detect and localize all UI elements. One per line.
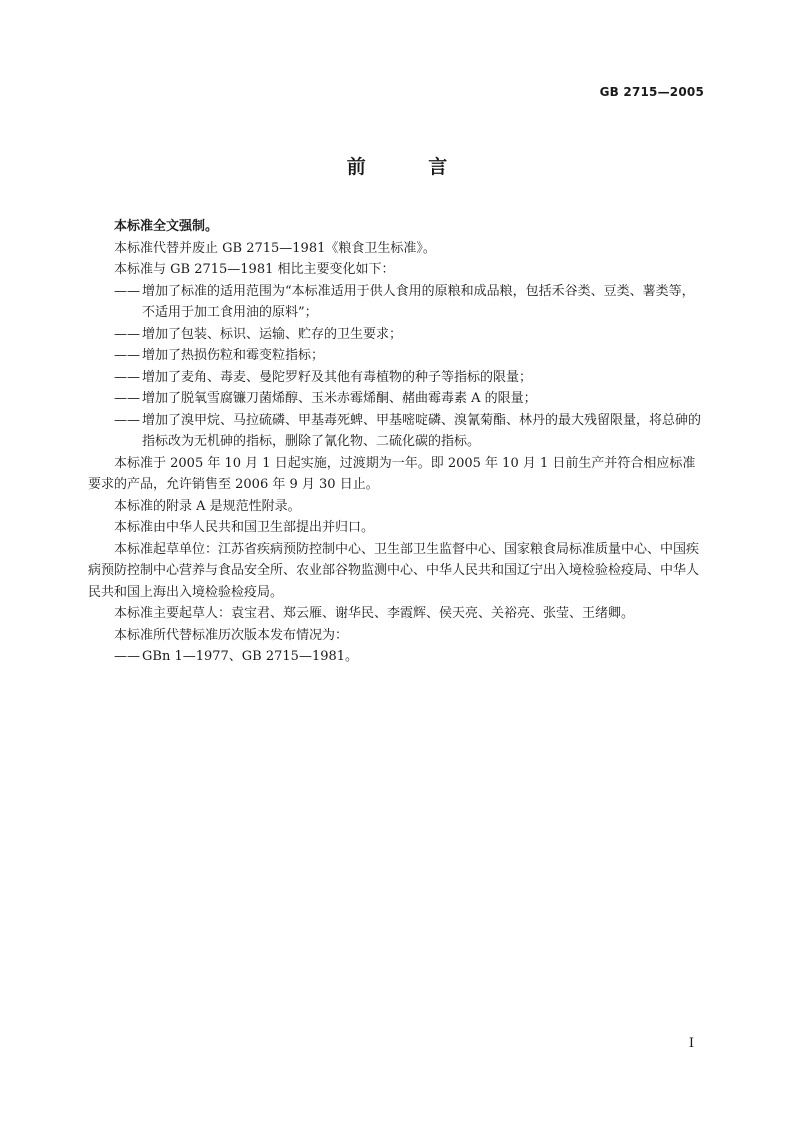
change-item <box>88 324 706 346</box>
dash-mark: —— <box>114 412 140 428</box>
history-item <box>88 646 706 668</box>
page-title: 前 言 <box>346 156 476 178</box>
change-item-text: 增加了麦角、毒麦、曼陀罗籽及其他有毒植物的种子等指标的限量； <box>142 369 533 385</box>
dash-mark: —— <box>114 391 140 406</box>
dash-mark: —— <box>114 348 140 363</box>
change-item <box>88 367 706 389</box>
dash-mark: —— <box>114 283 140 299</box>
change-item-text: 增加了热损伤粒和霉变粒指标； <box>142 348 325 363</box>
paragraph-replaces: 本标准代替并废止 GB 2715—1981《粮食卫生标准》。 <box>114 240 436 256</box>
change-item <box>88 345 706 367</box>
paragraph-appendix: 本标准的附录 A 是规范性附录。 <box>114 498 301 514</box>
change-item <box>88 281 706 324</box>
page-number: I <box>688 1036 694 1051</box>
paragraph-changes-intro: 本标准与 GB 2715—1981 相比主要变化如下： <box>114 262 395 277</box>
dash-mark: —— <box>114 326 140 342</box>
change-item <box>88 410 706 453</box>
dash-mark: —— <box>114 369 140 385</box>
change-item-text: 增加了包装、标识、运输、贮存的卫生要求； <box>142 326 403 342</box>
paragraph-drafting-units: 本标准起草单位：江苏省疾病预防控制中心、卫生部卫生监督中心、国家粮食局标准质量中心、中国疾病预防控制中心营养与食品安全所、农业部谷物监测中心、中华人民共和国辽宁出入境检验检疫局、中华人民共和国上海出入境检验检疫局。 <box>88 541 700 600</box>
change-item <box>88 388 706 410</box>
paragraph-drafters: 本标准主要起草人：袁宝君、郑云雁、谢华民、李霞辉、侯天亮、关裕亮、张莹、王绪卿。 <box>114 606 635 621</box>
paragraph-history-intro: 本标准所代替标准历次版本发布情况为： <box>114 627 349 643</box>
foreword-body <box>88 216 706 668</box>
dash-mark: —— <box>114 649 140 664</box>
paragraph-effective-date: 本标准于 2005 年 10 月 1 日起实施，过渡期为一年。即 2005 年 10 月 1 日前生产并符合相应标准要求的产品，允许销售至 2006 年 9 月 30 日止。 <box>88 455 696 492</box>
standard-code: GB 2715—2005 <box>599 85 704 99</box>
paragraph-proposed-by: 本标准由中华人民共和国卫生部提出并归口。 <box>114 520 375 535</box>
paragraph-mandatory: 本标准全文强制。 <box>114 219 219 234</box>
history-item-text: GBn 1—1977、GB 2715—1981。 <box>142 649 359 664</box>
change-item-text: 增加了溴甲烷、马拉硫磷、甲基毒死蜱、甲基嘧啶磷、溴氰菊酯、林丹的最大残留限量，将总砷的指标改为无机砷的指标，删除了氰化物、二硫化碳的指标。 <box>142 412 702 449</box>
change-item-text: 增加了脱氧雪腐镰刀菌烯醇、玉米赤霉烯酮、赭曲霉毒素 A 的限量； <box>142 391 537 406</box>
change-item-text: 增加了标准的适用范围为“本标准适用于供人食用的原粮和成品粮，包括禾谷类、豆类、薯类等，不适用于加工食用油的原料”； <box>142 283 695 320</box>
